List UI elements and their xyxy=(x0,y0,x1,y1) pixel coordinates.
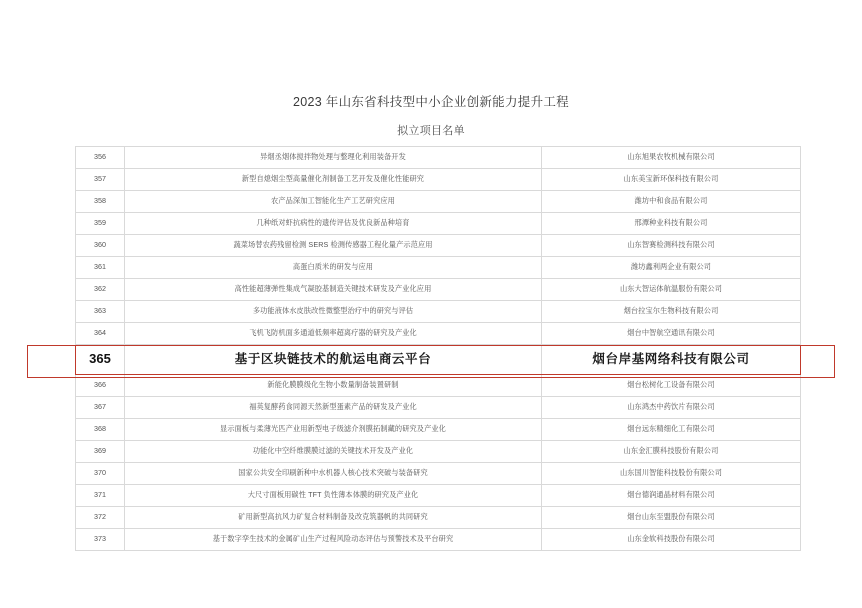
row-project-name: 基于区块链技术的航运电商云平台 xyxy=(125,345,542,375)
page-title: 2023 年山东省科技型中小企业创新能力提升工程 xyxy=(293,95,569,109)
row-project-name: 异烟丞烟体搅拌物处理与整理化利用装备开发 xyxy=(125,147,542,169)
project-list-table xyxy=(75,146,801,551)
table-row xyxy=(76,213,801,235)
row-organization: 烟台山东至盟股份有限公司 xyxy=(542,507,801,529)
row-number: 362 xyxy=(76,279,125,301)
row-project-name: 高性能超薄弹性集成气凝胶基制造关键技术研发及产业化应用 xyxy=(125,279,542,301)
row-organization: 山东美宝新环保科技有限公司 xyxy=(542,169,801,191)
row-project-name: 新型自熄烟尘型高量催化剂制备工艺开发及催化性能研究 xyxy=(125,169,542,191)
table-row xyxy=(76,169,801,191)
row-organization: 山东金软科技股份有限公司 xyxy=(542,529,801,551)
table-row xyxy=(76,147,801,169)
table-row xyxy=(76,345,801,375)
row-project-name: 大尺寸面板用碳性 TFT 负性薄本体膜的研究及产业化 xyxy=(125,485,542,507)
row-organization: 邢潭种业科技有限公司 xyxy=(542,213,801,235)
row-project-name: 福英复酵药食同源天然新型蛋素产品的研发及产业化 xyxy=(125,397,542,419)
row-project-name: 显示面板与柔薄光匹产业用新型电子级滤介剂膜拓制藏的研究及产业化 xyxy=(125,419,542,441)
row-number: 365 xyxy=(76,345,125,375)
table-row xyxy=(76,507,801,529)
project-list-body xyxy=(76,147,801,551)
row-project-name: 农产品深加工智能化生产工艺研究应用 xyxy=(125,191,542,213)
table-row xyxy=(76,257,801,279)
table-row xyxy=(76,235,801,257)
table-row xyxy=(76,375,801,397)
table-row xyxy=(76,529,801,551)
row-number: 370 xyxy=(76,463,125,485)
row-organization: 潍坊中和食品有限公司 xyxy=(542,191,801,213)
row-number: 357 xyxy=(76,169,125,191)
row-organization: 山东智赛检测科技有限公司 xyxy=(542,235,801,257)
row-number: 371 xyxy=(76,485,125,507)
table-row xyxy=(76,279,801,301)
table-row xyxy=(76,419,801,441)
table-row xyxy=(76,441,801,463)
row-project-name: 多功能液体水皮肤改性微整型治疗中的研究与评估 xyxy=(125,301,542,323)
row-project-name: 矿用新型高抗风力矿复合材料制备及改克筑器帆的共同研究 xyxy=(125,507,542,529)
row-project-name: 基于数字孪生技术的金属矿山生产过程风险动态评估与预警技术及平台研究 xyxy=(125,529,542,551)
row-organization: 烟台拉宝尔生物科技有限公司 xyxy=(542,301,801,323)
row-number: 369 xyxy=(76,441,125,463)
row-project-name: 几种纸对虾抗病性的遗传评估及优良新品种培育 xyxy=(125,213,542,235)
project-list-table-wrapper xyxy=(75,146,787,551)
row-organization: 山东国川智能科技股份有限公司 xyxy=(542,463,801,485)
table-row xyxy=(76,301,801,323)
row-organization: 烟台中智航空通讯有限公司 xyxy=(542,323,801,345)
row-number: 360 xyxy=(76,235,125,257)
row-project-name: 高蛋白质米的研发与应用 xyxy=(125,257,542,279)
row-number: 373 xyxy=(76,529,125,551)
row-number: 356 xyxy=(76,147,125,169)
row-number: 366 xyxy=(76,375,125,397)
table-row xyxy=(76,323,801,345)
row-number: 367 xyxy=(76,397,125,419)
row-number: 363 xyxy=(76,301,125,323)
row-project-name: 功能化中空纤维膜膜过滤的关键技术开发及产业化 xyxy=(125,441,542,463)
row-organization: 山东旭果农牧机械有限公司 xyxy=(542,147,801,169)
row-organization: 山东金汇膜科技股份有限公司 xyxy=(542,441,801,463)
table-row xyxy=(76,485,801,507)
page-subtitle: 拟立项目名单 xyxy=(397,125,465,137)
row-organization: 山东鸿杰中药饮片有限公司 xyxy=(542,397,801,419)
row-project-name: 新能化膜膜级化生物小数量制备装置研制 xyxy=(125,375,542,397)
row-organization: 烟台远东精细化工有限公司 xyxy=(542,419,801,441)
row-number: 358 xyxy=(76,191,125,213)
row-organization: 山东大智运体航温服份有限公司 xyxy=(542,279,801,301)
row-project-name: 蔬菜场替农药残留检测 SERS 检测传感器工程化量产示范应用 xyxy=(125,235,542,257)
row-number: 368 xyxy=(76,419,125,441)
row-project-name: 飞机飞防机面多通道低频率超离疗器的研究及产业化 xyxy=(125,323,542,345)
row-organization: 烟台岸基网络科技有限公司 xyxy=(542,345,801,375)
row-organization: 烟台德润通晶材料有限公司 xyxy=(542,485,801,507)
table-row xyxy=(76,397,801,419)
row-number: 361 xyxy=(76,257,125,279)
row-organization: 烟台松树化工设备有限公司 xyxy=(542,375,801,397)
row-number: 364 xyxy=(76,323,125,345)
row-organization: 潍坊鑫利两企业有限公司 xyxy=(542,257,801,279)
table-row xyxy=(76,191,801,213)
row-project-name: 国家公共安全印刷新种中水机器人核心技术突破与装备研究 xyxy=(125,463,542,485)
table-row xyxy=(76,463,801,485)
row-number: 359 xyxy=(76,213,125,235)
row-number: 372 xyxy=(76,507,125,529)
